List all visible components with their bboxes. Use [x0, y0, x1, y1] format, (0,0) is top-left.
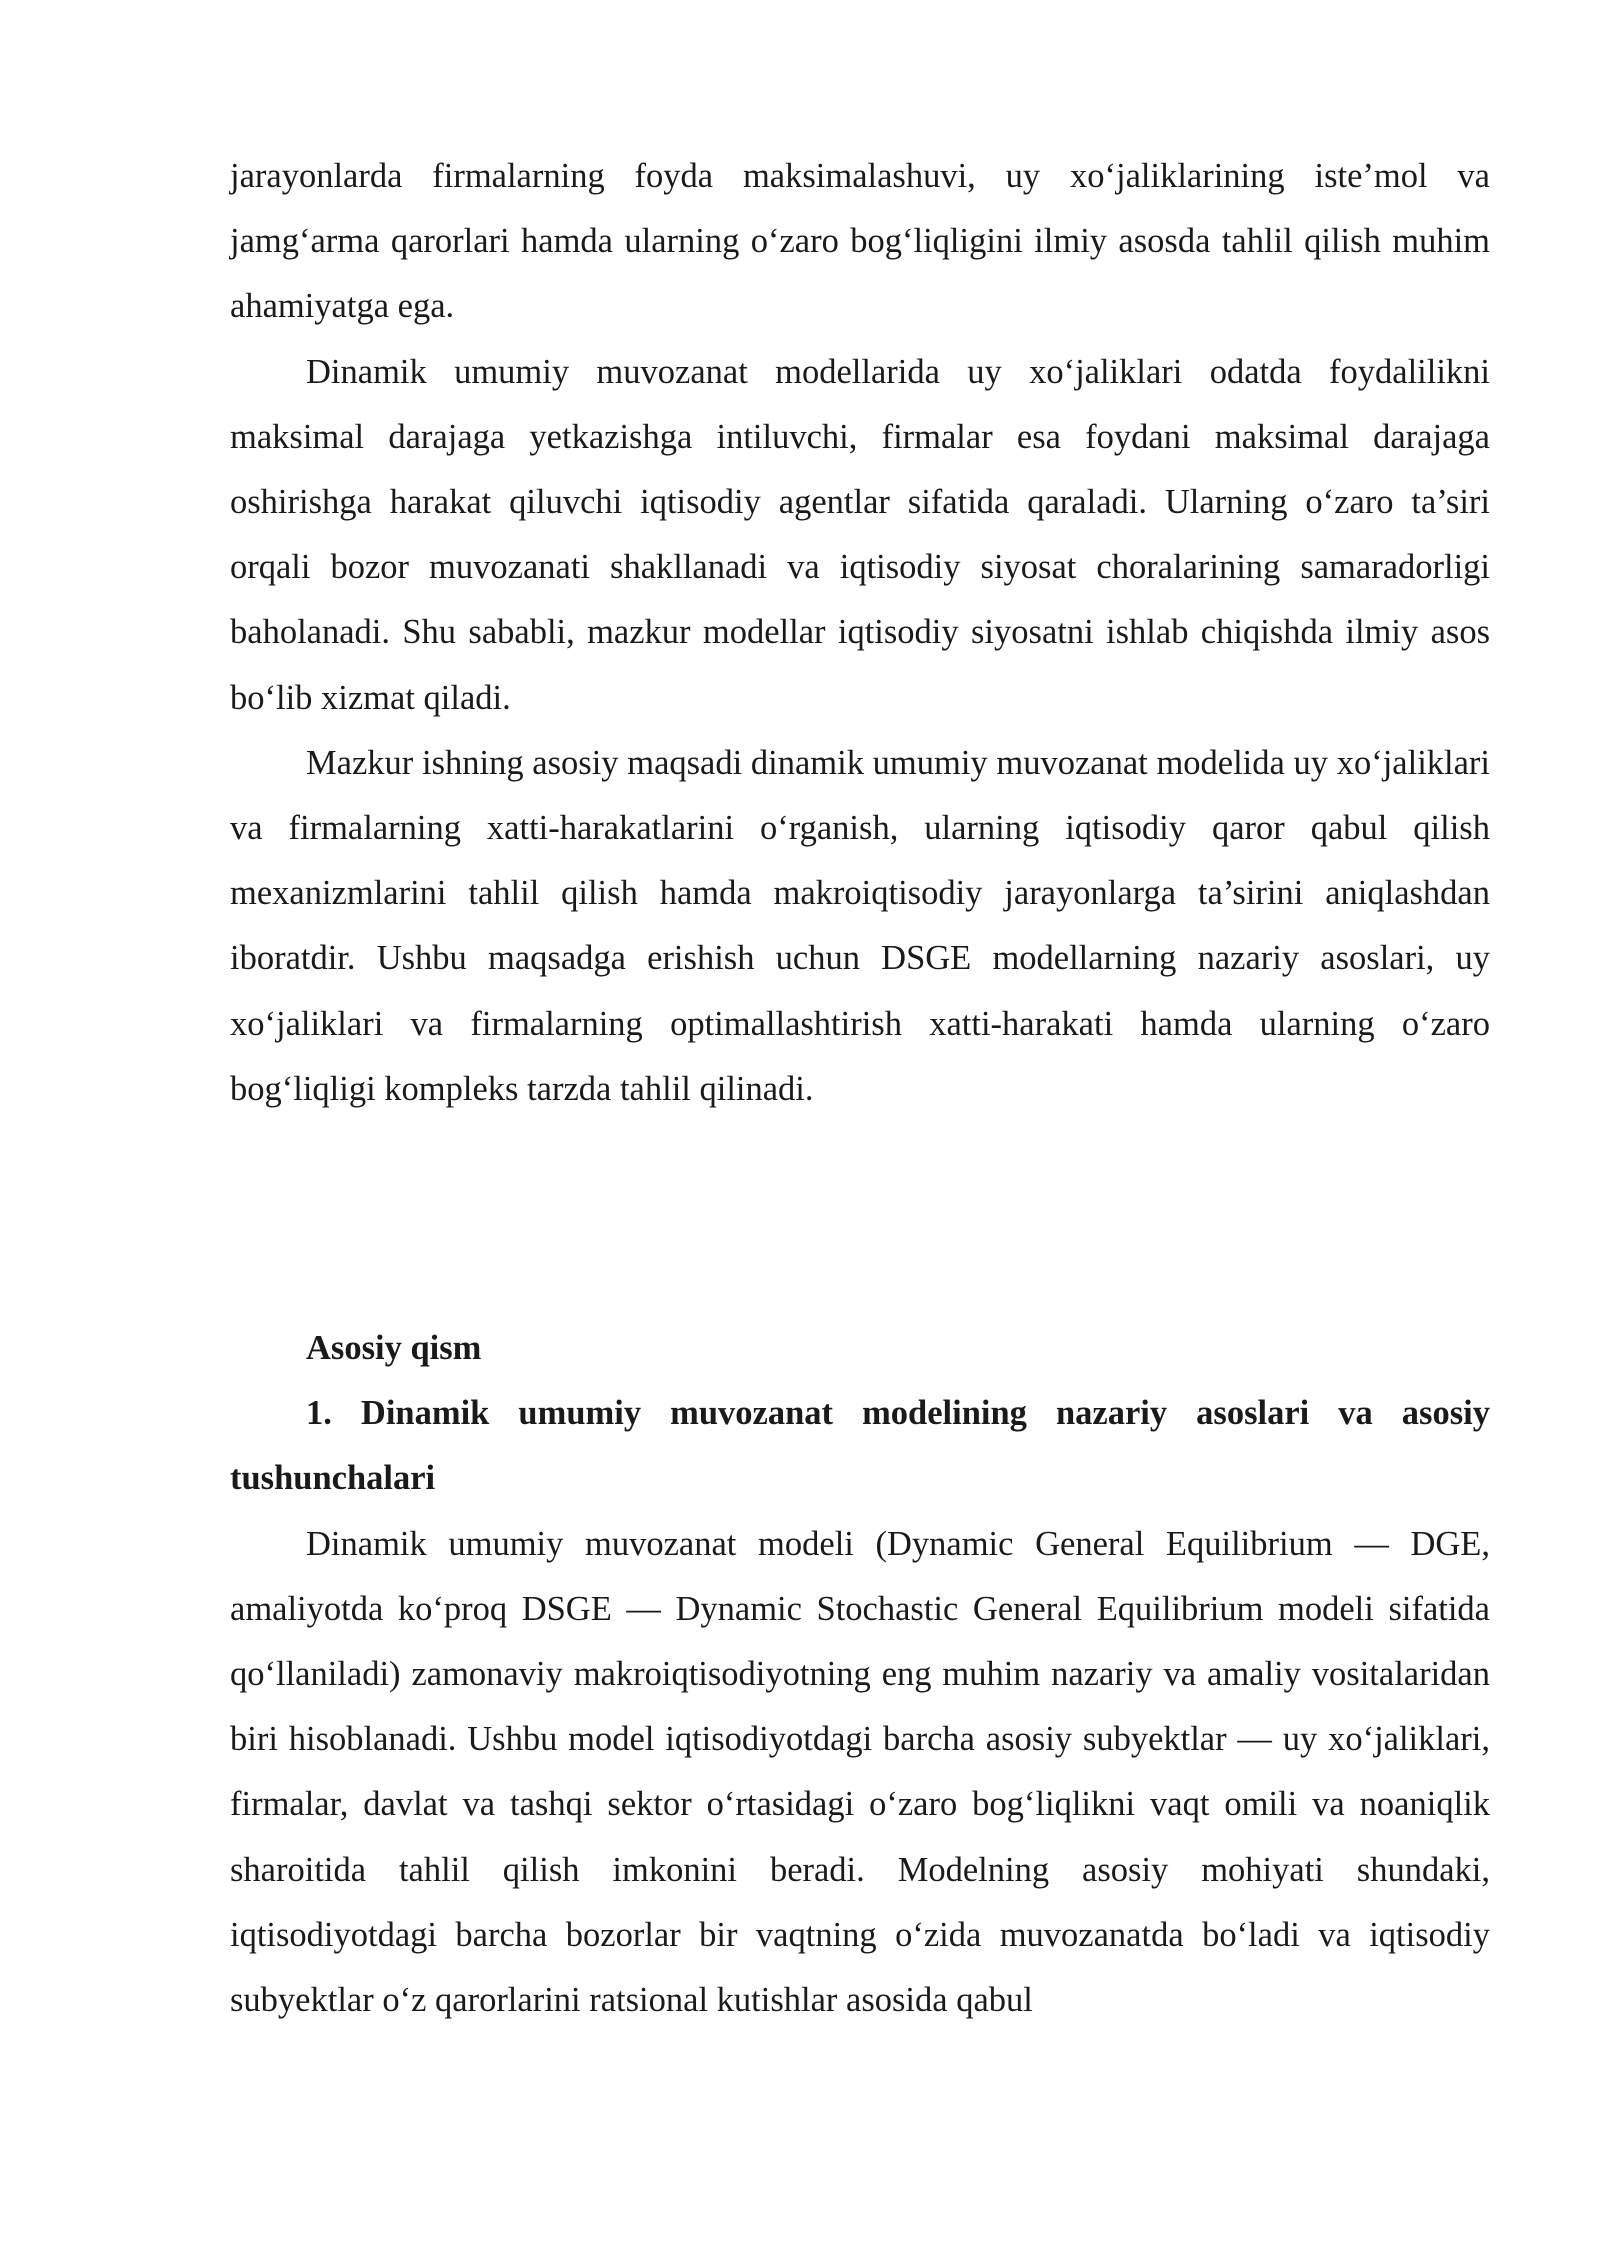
paragraph-dge-agents: Dinamik umumiy muvozanat modellarida uy xo‘jaliklari odatda foydalilikni maksimal darajaga yetkazishga intiluvchi, firmalar esa foydani maksimal darajaga oshirishga harakat qiluvchi iqtisodiy agentlar sifatida qaraladi. Ularning o‘zaro ta’siri orqali bozor muvozanati shakllanadi va iqtisodiy siyosat choralarining samaradorligi baholanadi. Shu sababli, mazkur modellar iqtisodiy siyosatni ishlab chiqishda ilmiy asos bo‘lib xizmat qiladi. [230, 352, 1490, 717]
intro-text-block [230, 144, 1490, 1122]
paragraph-dge-definition: Dinamik umumiy muvozanat modeli (Dynamic General Equilibrium — DGE, amaliyotda ko‘proq DSGE — Dynamic Stochastic General Equilibrium modeli sifatida qo‘llaniladi) zamonaviy makroiqtisodiyotning eng muhim nazariy va amaliy vositalaridan biri hisoblanadi. Ushbu model iqtisodiyotdagi barcha asosiy subyektlar — uy xo‘jaliklari, firmalar, davlat va tashqi sektor o‘rtasidagi o‘zaro bog‘liqlikni vaqt omili va noaniqlik sharoitida tahlil qilish imkonini beradi. Modelning asosiy mohiyati shundaki, iqtisodiyotdagi barcha bozorlar bir vaqtning o‘zida muvozanatda bo‘ladi va iqtisodiy subyektlar o‘z qarorlarini ratsional kutishlar asosida qabul [230, 1524, 1490, 2020]
paragraph-research-aim: Mazkur ishning asosiy maqsadi dinamik umumiy muvozanat modelida uy xo‘jaliklari va firmalarning xatti-harakatlarini o‘rganish, ularning iqtisodiy qaror qabul qilish mexanizmlarini tahlil qilish hamda makroiqtisodiy jarayonlarga ta’sirini aniqlashdan iboratdir. Ushbu maqsadga erishish uchun DSGE modellarning nazariy asoslari, uy xo‘jaliklari va firmalarning optimallashtirish xatti-harakati hamda ularning o‘zaro bog‘liqligi kompleks tarzda tahlil qilinadi. [230, 743, 1490, 1108]
subsection-title: 1. Dinamik umumiy muvozanat modelining nazariy asoslari va asosiy tushunchalari [230, 1394, 1490, 1498]
section-title: Asosiy qism [306, 1329, 482, 1367]
paragraph-continuation: jarayonlarda firmalarning foyda maksimalashuvi, uy xo‘jaliklarining iste’mol va jamg‘arma qarorlari hamda ularning o‘zaro bog‘liqligini ilmiy asosda tahlil qilish muhim ahamiyatga ega. [230, 157, 1490, 326]
main-section-block [230, 1316, 1490, 2033]
